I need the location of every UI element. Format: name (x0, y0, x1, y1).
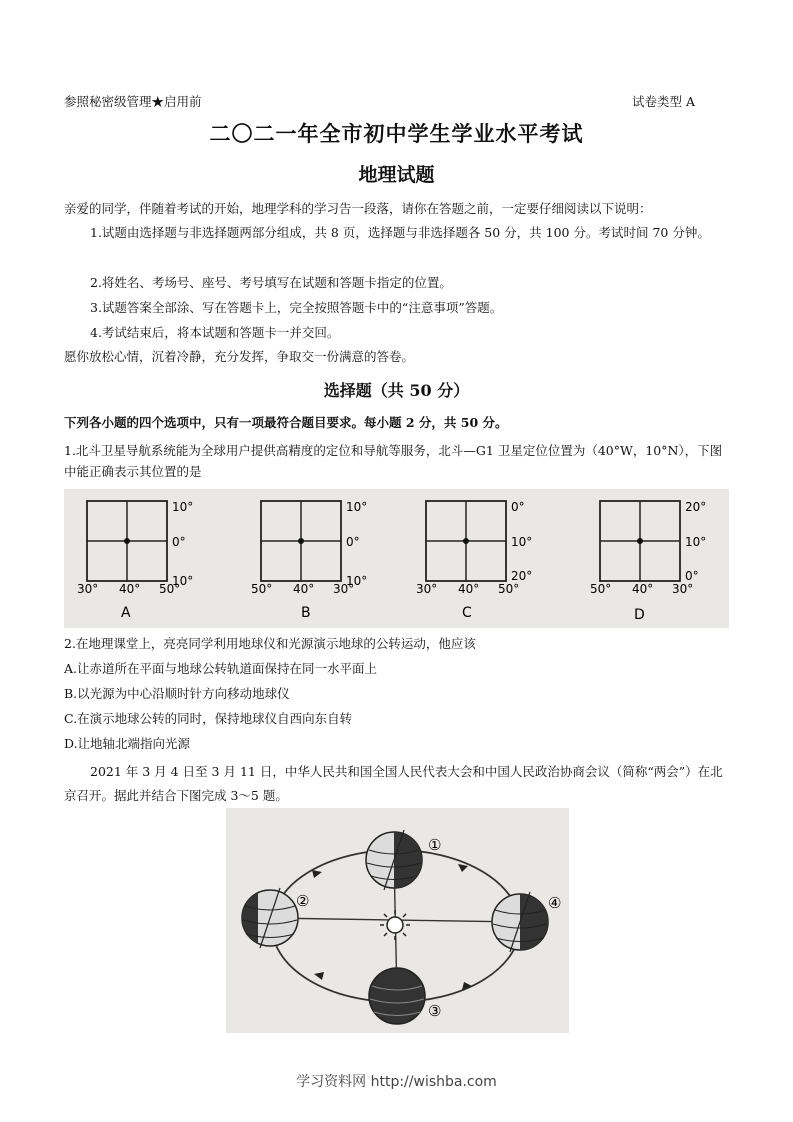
intro-item-4: 4.考试结束后，将本试题和答题卡一并交回。 (90, 325, 340, 340)
section-title: 选择题（共 50 分） (323, 381, 470, 400)
section-instruction: 下列各小题的四个选项中，只有一项最符合题目要求。每小题 2 分，共 50 分。 (64, 415, 508, 430)
orbit-label-2: ② (296, 892, 310, 910)
svg-text:30°: 30° (77, 582, 99, 596)
svg-text:10°: 10° (511, 535, 533, 549)
q1-option-c-grid (416, 500, 532, 621)
earth-orbit-figure (226, 808, 569, 1033)
svg-text:20°: 20° (511, 569, 533, 583)
svg-text:A: A (121, 605, 131, 621)
svg-text:50°: 50° (498, 582, 520, 596)
q2-stem: 2.在地理课堂上，亮亮同学利用地球仪和光源演示地球的公转运动，他应该 (64, 636, 476, 651)
svg-text:40°: 40° (119, 582, 141, 596)
orbit-label-3: ③ (428, 1002, 442, 1020)
svg-text:50°: 50° (251, 582, 273, 596)
intro-item-2: 2.将姓名、考场号、座号、考号填写在试题和答题卡指定的位置。 (90, 275, 452, 290)
exam-title: 二〇二一年全市初中学生学业水平考试 (209, 121, 584, 146)
svg-text:20°: 20° (685, 500, 707, 514)
intro-item-3: 3.试题答案全部涂、写在答题卡上，完全按照答题卡中的“注意事项”答题。 (90, 300, 503, 315)
paper-type-label: 试卷类型 A (631, 94, 695, 109)
confidentiality-label: 参照秘密级管理★启用前 (64, 94, 202, 109)
svg-text:D: D (634, 607, 645, 623)
svg-text:10°: 10° (172, 500, 194, 514)
svg-text:B: B (301, 605, 311, 621)
svg-text:0°: 0° (346, 535, 360, 549)
q1-option-a-grid (77, 500, 193, 621)
orbit-label-4: ④ (548, 894, 562, 912)
earth-globe-icon (369, 968, 425, 1024)
q1-option-b-grid (251, 500, 367, 621)
svg-text:50°: 50° (590, 582, 612, 596)
q2-option-b: B.以光源为中心沿顺时针方向移动地球仪 (64, 686, 290, 701)
svg-text:10°: 10° (346, 574, 368, 588)
svg-text:30°: 30° (672, 582, 694, 596)
svg-text:0°: 0° (685, 569, 699, 583)
svg-text:10°: 10° (346, 500, 368, 514)
watermark-footer: 学习资料网 http://wishba.com (296, 1074, 497, 1090)
exam-subtitle: 地理试题 (358, 164, 435, 186)
svg-text:40°: 40° (458, 582, 480, 596)
intro-closing: 愿你放松心情，沉着冷静，充分发挥，争取交一份满意的答卷。 (64, 349, 415, 364)
svg-text:30°: 30° (333, 582, 355, 596)
passage-text: 2021 年 3 月 4 日至 3 月 11 日，中华人民共和国全国人民代表大会和中国人民政治协商会议（简称“两会”）在北京召开。据此并结合下图完成 3～5 题。 (64, 764, 723, 803)
svg-text:40°: 40° (293, 582, 315, 596)
svg-text:10°: 10° (685, 535, 707, 549)
earth-globe-icon (366, 828, 426, 892)
svg-text:0°: 0° (172, 535, 186, 549)
svg-text:40°: 40° (632, 582, 654, 596)
svg-text:0°: 0° (511, 500, 525, 514)
orbit-label-1: ① (428, 836, 442, 854)
intro-item-1: 1.试题由选择题与非选择题两部分组成，共 8 页，选择题与非选择题各 50 分，共 100 分。考试时间 70 分钟。 (90, 225, 710, 240)
q2-option-d: D.让地轴北端指向光源 (64, 736, 191, 751)
q1-option-d-grid (590, 500, 706, 623)
q1-text: 1.北斗卫星导航系统能为全球用户提供高精度的定位和导航等服务，北斗—G1 卫星定位位置为（40°W，10°N），下图中能正确表示其位置的是 (64, 443, 723, 479)
q1-figure (64, 489, 729, 628)
earth-globe-icon (240, 888, 298, 948)
svg-text:50°: 50° (159, 582, 181, 596)
intro-greeting: 亲爱的同学，伴随着考试的开始，地理学科的学习告一段落，请你在答题之前，一定要仔细阅读以下说明： (64, 201, 652, 216)
q2-option-c: C.在演示地球公转的同时，保持地球仪自西向东自转 (64, 711, 353, 726)
svg-text:10°: 10° (172, 574, 194, 588)
svg-text:C: C (462, 605, 472, 621)
earth-globe-icon (492, 892, 552, 952)
q2-option-a: A.让赤道所在平面与地球公转轨道面保持在同一水平面上 (64, 661, 378, 676)
svg-text:30°: 30° (416, 582, 438, 596)
